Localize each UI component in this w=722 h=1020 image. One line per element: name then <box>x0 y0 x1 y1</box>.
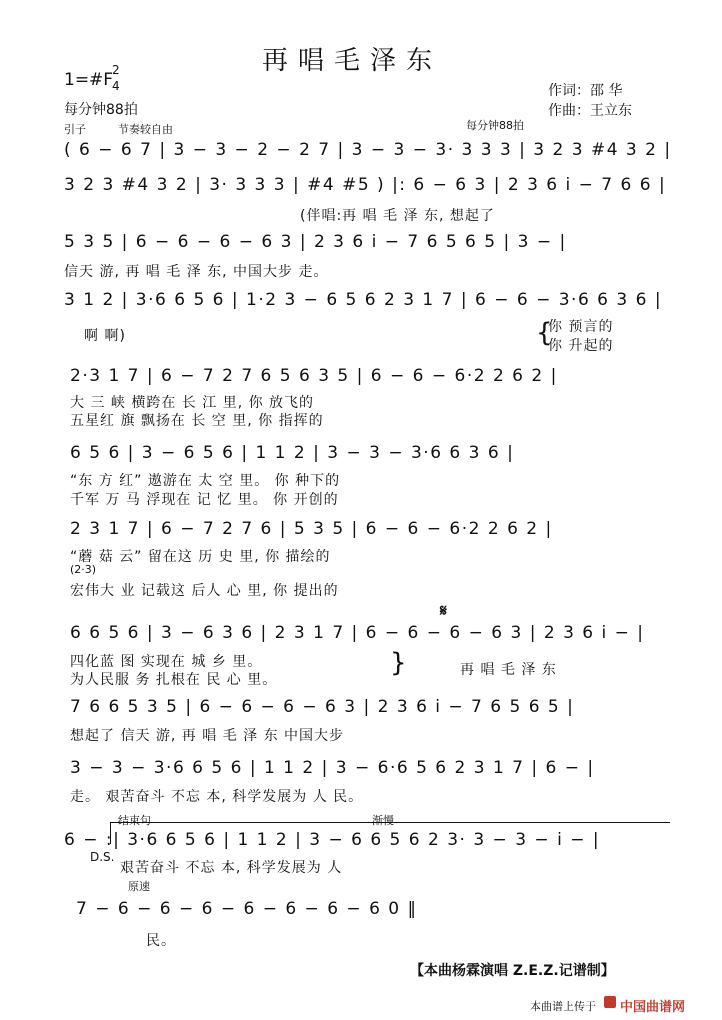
staff-row-12-lyrics: 民。 <box>146 933 176 949</box>
time-sig-bottom: 4 <box>112 79 120 93</box>
staff-row-2-notes: 3 2 3 #4 3 2 | 3· 3 3 3 | #4 #5 ) |: 6 − 6 3 | 2 3 6 i − 7 6 6 | <box>64 175 667 195</box>
slow-label: 渐慢 <box>372 814 394 827</box>
staff-row-6-lyrics-1: “东 方 红” 遨游在 太 空 里。 你 种下的 <box>70 473 341 489</box>
staff-row-6-lyrics-2: 千军 万 马 浮现在 记 忆 里。 你 开创的 <box>70 492 339 508</box>
staff-row-1-notes: ( 6 − 6 7 | 3 − 3 − 2 − 2 7 | 3 − 3 − 3· 3 3 3 | 3 2 3 #4 3 2 | <box>64 140 672 160</box>
staff-row-4-lyrics-alt-2: 你 升起的 <box>548 338 614 354</box>
original-tempo-label: 原速 <box>128 880 150 893</box>
staff-row-5-lyrics-1: 大 三 峡 横跨在 长 江 里, 你 放飞的 <box>70 395 315 411</box>
staff-row-12-notes: 7 − 6 − 6 − 6 − 6 − 6 − 6 − 6 0 ‖ <box>76 899 418 919</box>
staff-row-5-lyrics-2: 五星红 旗 飘扬在 长 空 里, 你 指挥的 <box>70 413 324 429</box>
staff-row-8-lyrics-2: 为人民服 务 扎根在 民 心 里。 <box>70 672 278 688</box>
brace-close: } <box>390 648 408 678</box>
staff-row-7-lyrics-1: “蘑 菇 云” 留在这 历 史 里, 你 描绘的 <box>70 549 331 565</box>
staff-row-2-lyrics: (伴唱:再 唱 毛 泽 东, 想起了 <box>300 208 495 224</box>
staff-row-3-notes: 5 3 5 | 6 − 6 − 6 − 6 3 | 2 3 6 i − 7 6 5 6 5 | 3 − | <box>64 232 567 252</box>
upload-note: 本曲谱上传于 <box>530 1000 596 1013</box>
page-title: 再唱毛泽东 <box>262 46 443 76</box>
staff-row-3-lyrics: 信天 游, 再 唱 毛 泽 东, 中国大步 走。 <box>64 264 329 280</box>
staff-row-4-notes: 3 1 2 | 3·6 6 5 6 | 1·2 3 − 6 5 6 2 3 1 7 | 6 − 6 − 3·6 6 3 6 | <box>64 290 663 310</box>
staff-row-7-notes: 2 3 1 7 | 6 − 7 2 7 6 | 5 3 5 | 6 − 6 − 6·2 2 6 2 | <box>70 519 553 539</box>
tempo-mark: 每分钟88拍 <box>64 102 138 118</box>
staff-row-4-lyrics-alt-1: 你 预言的 <box>548 319 614 335</box>
ending-label: 结束句 <box>118 814 151 827</box>
footer-credit: 【本曲杨霖演唱 Z.E.Z.记谱制】 <box>410 963 615 979</box>
lyricist: 作词：邵 华 <box>548 83 623 99</box>
staff-row-10-lyrics: 走。 艰苦奋斗 不忘 本, 科学发展为 人 民。 <box>70 789 364 805</box>
time-sig-top: 2 <box>112 63 120 77</box>
staff-row-8-lyrics-3: 再 唱 毛 泽 东 <box>460 662 557 678</box>
staff-row-4-lyrics: 啊 啊) <box>84 328 126 344</box>
staff-row-6-notes: 6 5 6 | 3 − 6 5 6 | 1 1 2 | 3 − 3 − 3·6 6 3 6 | <box>70 443 515 463</box>
staff-row-9-lyrics: 想起了 信天 游, 再 唱 毛 泽 东 中国大步 <box>70 728 345 744</box>
ending-bracket <box>110 822 670 823</box>
key-signature: 1=#F <box>64 70 114 90</box>
composer: 作曲：王立东 <box>548 103 632 119</box>
site-logo-icon <box>604 996 616 1008</box>
staff-row-5-notes: 2·3 1 7 | 6 − 7 2 7 6 5 6 3 5 | 6 − 6 − 6·2 2 6 2 | <box>70 366 558 386</box>
brace: { <box>536 318 554 348</box>
tempo-change: 每分钟88拍 <box>466 119 524 132</box>
staff-row-7-variant: (2·3) <box>70 563 97 576</box>
staff-row-8-notes: 6 6 5 6 | 3 − 6 3 6 | 2 3 1 7 | 6 − 6 − 6 − 6 3 | 2 3 6 i − | <box>70 623 645 643</box>
staff-row-9-notes: 7 6 6 5 3 5 | 6 − 6 − 6 − 6 3 | 2 3 6 i − 7 6 5 6 5 | <box>70 697 575 717</box>
segno-sign: 𝄋 <box>440 601 447 620</box>
staff-row-7-lyrics-2: 宏伟大 业 记载这 后人 心 里, 你 提出的 <box>70 583 339 599</box>
staff-row-8-lyrics-1: 四化蓝 图 实现在 城 乡 里。 <box>70 654 263 670</box>
staff-row-11-notes: 6 − :| 3·6 6 5 6 | 1 1 2 | 3 − 6 6 5 6 2 3· 3 − 3 − i − | <box>64 830 601 850</box>
ds-mark: D.S. <box>90 850 115 864</box>
staff-row-10-notes: 3 − 3 − 3·6 6 5 6 | 1 1 2 | 3 − 6·6 5 6 2 3 1 7 | 6 − | <box>70 758 595 778</box>
intro-label: 引子 <box>64 123 86 136</box>
site-name: 中国曲谱网 <box>620 1000 686 1015</box>
staff-row-11-lyrics: 艰苦奋斗 不忘 本, 科学发展为 人 <box>120 860 343 876</box>
intro-note: 节奏较自由 <box>118 123 173 136</box>
